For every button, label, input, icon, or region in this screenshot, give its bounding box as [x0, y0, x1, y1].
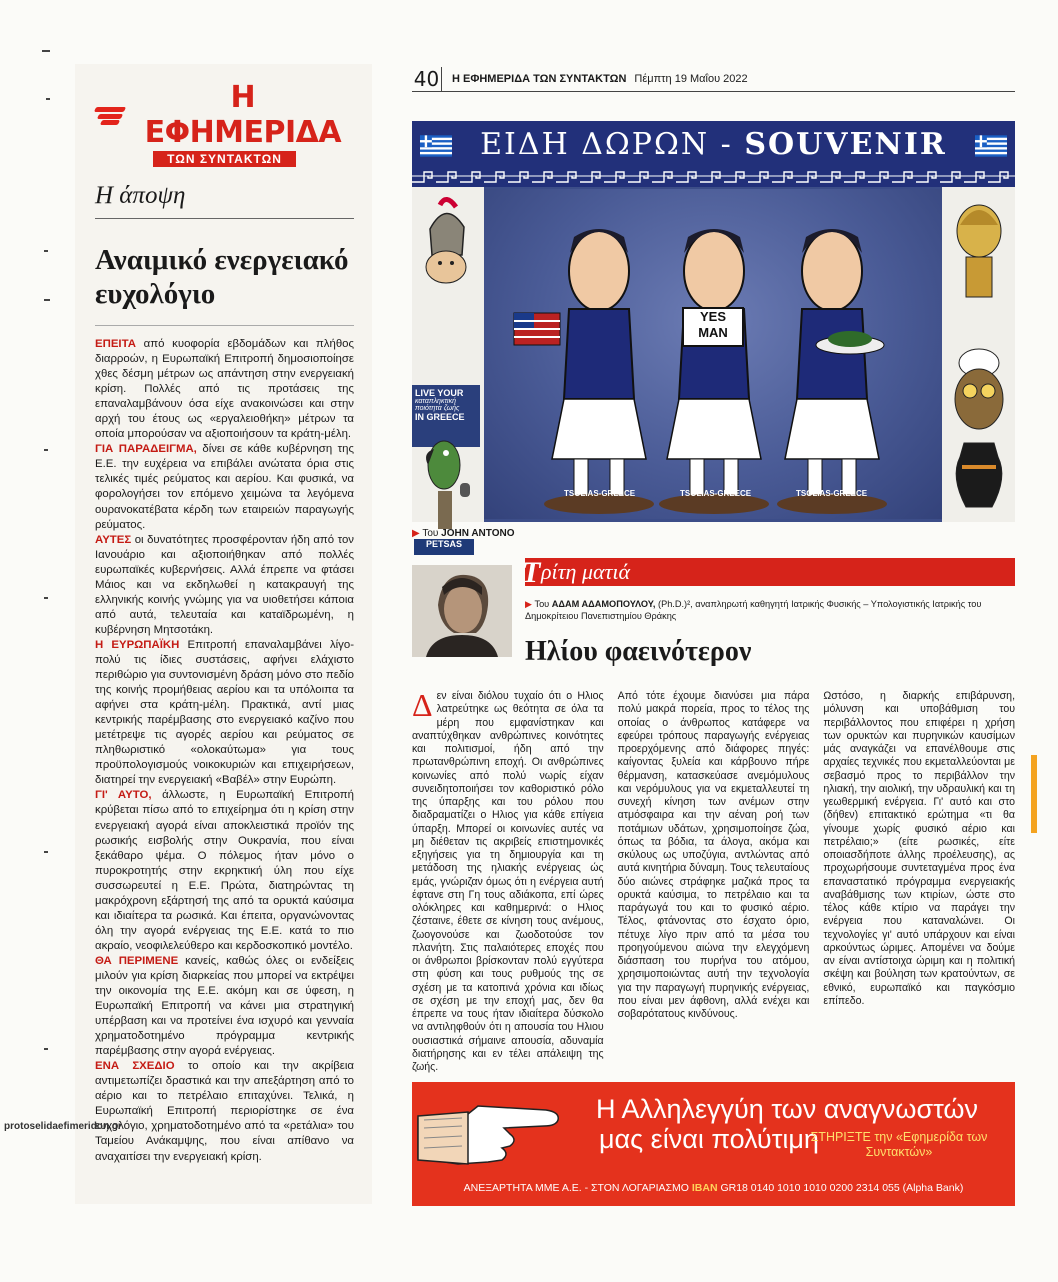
paragraph-text: κανείς, καθώς όλες οι ενδείξεις μιλούν για κρίση διαρκείας που μπορεί να εκτρέψει την οικονομία της Ε.Ε. ακόμη και σε ύφεση, η Ευρωπαϊκή Επιτροπή να κάνει μια στρατηγική υπέρβαση και να προτείνει ένα ισχυρό και γενναία χρηματοδοτημένο πρόγραμμα κεντρικής παρέμβασης στην αγορά ενέργειας.: [95, 954, 354, 1058]
arrow-icon: ▶: [525, 599, 533, 609]
scan-speck: [44, 449, 48, 451]
live-sign-line: καταπληκτική: [415, 398, 456, 405]
figure-label: TSOLIAS-GREECE: [564, 489, 636, 498]
editorial-paragraph: [95, 954, 354, 1059]
paragraph-lead: ΕΠΕΙΤΑ: [95, 338, 136, 350]
scan-speck: [44, 597, 48, 599]
live-sign-line: ποιότητα ζωής: [415, 405, 460, 412]
author-line: [525, 598, 1015, 622]
yes-man-line: YES: [699, 309, 726, 324]
banner-text-greek: ΕΙΔΗ ΔΩΡΩΝ -: [480, 127, 745, 162]
author-name: ΑΔΑΜ ΑΔΑΜΟΠΟΥΛΟΥ,: [551, 599, 656, 609]
article-column: [823, 690, 1015, 1060]
figure-with-plate: [777, 229, 887, 514]
section-label: Η άποψη: [95, 182, 354, 219]
owl-souvenir-icon: [948, 337, 1010, 437]
bank-name: (Alpha Bank): [899, 1182, 964, 1194]
cartoon-right-margin: [942, 187, 1015, 522]
watermark: protoselidaefimeridon.gr: [4, 1121, 122, 1132]
article-column: [618, 690, 810, 1060]
petsas-sign: PETSAS: [414, 539, 474, 555]
paragraph-lead: Η ΕΥΡΩΠΑΪΚΗ: [95, 638, 180, 651]
cartoon-banner: [412, 121, 1015, 187]
editorial-paragraph: [95, 533, 354, 638]
paragraph-lead: ΓΙΑ ΠΑΡΑΔΕΙΓΜΑ,: [95, 443, 197, 456]
iban-number: GR18 0140 1010 1010 0200 2314 055: [717, 1182, 900, 1194]
scan-speck: [44, 1048, 48, 1050]
banner-text-souvenir: SOUVENIR: [744, 127, 947, 162]
solidarity-ad-banner: [412, 1082, 1015, 1206]
masthead-speed-mark-icon: [95, 105, 128, 125]
scan-speck: [44, 299, 50, 301]
column-tag: [522, 556, 1015, 589]
masthead: [95, 80, 354, 168]
author-prefix: Του: [534, 599, 550, 609]
cartoon-credit-prefix: Του: [422, 528, 439, 539]
iban-label: IBAN: [691, 1182, 718, 1194]
ad-support-text: ΣΤΗΡΙΞΤΕ την «Εφημερίδα των Συντακτών»: [810, 1130, 988, 1159]
paragraph-text: από κυοφορία εβδομάδων και πλήθος διαρροών, η Ευρωπαϊκή Επιτροπή δημοσιοποίησε χθες δέσμη μέτρων ως απάντηση στην ενεργειακή κρίση. Πολλές από τις προτάσεις της επαναλαμβάνουν όσα είχε ανακοινώσει και στην αρχή του έτους ως «εργαλειοθήκη» μέτρων τα οποία μπορούσαν να αξιοποιήσουν τα κράτη-μέλη.: [95, 338, 354, 441]
amphora-souvenir-icon: [948, 437, 1010, 517]
paragraph-text: δίνει σε κάθε κυβέρνηση της Ε.Ε. την ευχέρεια να επιβάλει ανώτατα όρια στις τελικές τιμές ρεύματος και αερίου. Και φυσικά, να φορολογήσει τον επόμενο χειμώνα τα λεγόμενα ουρανοκατέβατα κέρδη των εταιρειών παραγωγής ρεύματος.: [95, 443, 354, 531]
author-photo: [412, 565, 512, 657]
cartoon-figures-illustration: [484, 189, 942, 519]
figure-with-us-flag: [514, 229, 654, 514]
editorial-paragraph: [95, 788, 354, 954]
cartoon-banner-title: [412, 127, 1015, 162]
scan-speck: [44, 250, 48, 252]
page-header: [412, 66, 1015, 92]
column-tag-initial: Τ: [522, 556, 541, 589]
column-tag-name: ρίτη ματιά: [541, 559, 631, 584]
ad-footer: [412, 1182, 1015, 1194]
masthead-title: Η ΕΦΗΜΕΡΙΔΑ: [144, 80, 342, 150]
yes-man-line: MAN: [698, 325, 728, 340]
cartoon-credit-name: JOHN ANTONO: [441, 528, 515, 539]
header-paper-name: Η ΕΦΗΜΕΡΙΔΑ ΤΩΝ ΣΥΝΤΑΚΤΩΝ: [452, 72, 627, 85]
paragraph-text: άλλωστε, η Ευρωπαϊκή Επιτροπή κρύβεται πίσω από το επιχείρημα ότι η κρίση στην ενεργειακή αγορά είναι αποκλειστικά προϊόν της ρωσικής εισβολής στην Ουκρανία, που είναι ξεκάθαρο ψέμα. Ο πόλεμος ήταν μόνο ο πυροκροτητής στην εκρηκτική ύλη που είχε συσσωρευτεί η Ε.Ε. Πρώτα, διατηρώντας τη μακρόχρονη εξάρτησή της από τα ορυκτά καύσιμα και ιδιαίτερα τα ρωσικά. Και έπειτα, οργανώνοντας όλη την αγορά ενέργειας της Ε.Ε. κατά το πιο ακραίο, νεοφιλελεύθερο και κερδοσκοπικό μοντέλο.: [95, 789, 354, 952]
header-date: Πέμπτη 19 Μαΐου 2022: [634, 72, 748, 85]
page-number: 40: [412, 67, 442, 91]
cartoon-scene: [484, 189, 942, 519]
scan-speck: [46, 98, 50, 100]
article-body: [412, 687, 1016, 1073]
editorial-title: Αναιμικό ενεργειακό ευχολόγιο: [95, 243, 354, 326]
paragraph-lead: ΕΝΑ ΣΧΕΔΙΟ: [95, 1060, 175, 1073]
paragraph-text: το οποίο και την ακρίβεια αντιμετωπίζει δραστικά και την απεξάρτηση από το αέριο και το πετρέλαιο επιταχύνει. Τελικά, η Ευρωπαϊκή Επιτροπή περιορίστηκε σε ένα ευχολόγιο, χρηματοδοτημένο από τα «ρετάλια» του Ταμείου Ανάκαμψης, που είναι απίθανο να αναχαιτίσει την ενεργειακή κρίση.: [95, 1060, 354, 1163]
ad-headline-line-2: μας είναι πολύτιμη: [599, 1124, 819, 1154]
article-column-text: Ωστόσο, η διαρκής επιβάρυνση, μόλυνση και υποβάθμιση του περιβάλλοντος που επιφέρει η χρήση των ορυκτών και πυρηνικών καυσίμων μάς αναγκάζει να επανέλθουμε στις αρχαίες τεχνικές που εκμεταλλεύονται με σεβασμό προς το περιβάλλον την ηλιακή, την αιολική, την υδραυλική και τη γεωθερμική ενέργεια. Γι' αυτό και στο (δήθεν) επιτακτικό ερώτημα «τι θα γίνουμε χωρίς φυσικό αέριο και πετρέλαιο;» (είτε ρωσικές, είτε οποιασδήποτε άλλης προέλευσης), ας προχωρήσουμε συντεταγμένα προς ένα επαναστατικό πρόγραμμα ενεργειακής αναβάθμισης των κτιρίων, ώστε στο τέλος κάθε κτίριο να παράγει την ενέργεια που καταναλώνει. Οι τεχνολογίες γι' αυτό υπάρχουν και είναι αρκούντως ώριμες. Απομένει να δούμε αν είναι αντίστοιχα ώριμη και η πολιτική σκέψη και βούληση των κρατούντων, σε εθνικό, ευρωπαϊκό και παγκόσμιο επίπεδο.: [823, 690, 1016, 1007]
article-column: [412, 687, 604, 1073]
figure-yes-man: [659, 229, 769, 514]
masthead-subtitle: ΤΩΝ ΣΥΝΤΑΚΤΩΝ: [153, 151, 296, 167]
article-column-text: Από τότε έχουμε διανύσει μια πάρα πολύ μακρά πορεία, προς το τέλος της οποίας ο άνθρωπος κατάφερε να εφεύρει τρόπους παραγωγής ενέργειας προερχόμενης από διάφορες πηγές: καίγοντας ξυλεία και κάρβουνο πήρε θέρμανση, κατασκεύασε ανεμόμυλους και νερόμυλους για να εκμεταλλευτεί τη συνεχή κίνηση των ανέμων στην ατμόσφαιρα και την αέναη ροή των ποτάμιων υδάτων, χρησιμοποίησε ζώα, όπως τα βόδια, τα άλογα, ακόμα και σκύλους ως υποζύγια, αντλώντας από αυτά κινητήρια δύναμη. Τους τελευταίους δύο αιώνες στράφηκε μαζικά προς τα ορυκτά καύσιμα, το πετρέλαιο και τα παράγωγά του και το φυσικό αέριο. Τέλος, φτάνοντας στο έσχατο όριο, πέτυχε λίγο πριν από τα μέσα του προηγούμενου αιώνα την ελεγχόμενη διάσπαση του πυρήνα του ατόμου, χρησιμοποιώντας αυτή την τεχνολογία για την παραγωγή πυρηνικής ενέργειας, που είναι μεν άφθονη, αλλά ενέχει και σοβαρότατους κινδύνους.: [617, 690, 810, 1020]
editorial-paragraph: [95, 638, 354, 788]
ad-footer-prefix: ΑΝΕΞΑΡΤΗΤΑ ΜΜΕ Α.Ε. - ΣΤΟΝ ΛΟΓΑΡΙΑΣΜΟ: [463, 1182, 692, 1194]
figure-label: TSOLIAS-GREECE: [680, 489, 752, 498]
paragraph-lead: ΘΑ ΠΕΡΙΜΕΝΕ: [95, 954, 179, 967]
paragraph-text: Επιτροπή επαναλαμβάνει λίγο-πολύ τις ίδιες συστάσεις, αφήνει ελάχιστο περιθώριο για συντονισμένη δράση μόνο στο πεδίο της κοινής προμήθειας αερίου και τα υπόλοιπα τα αφήνει στα κράτη-μέλη. Πρακτικά, αντί μιας κεντρικής παρέμβασης στο ενεργειακό καζίνο που μετέτρεψε τις αγορές αερίου και ρεύματος σε πληθωριστικό «ολοκαύτωμα» για τους προϋπολογισμούς νοικοκυριών και επιχειρήσεων, διατηρεί την ενεργειακή «Βαβέλ» στην Ευρώπη.: [95, 638, 354, 787]
yes-man-sign: [682, 307, 744, 347]
cartoon-credit: [412, 528, 514, 539]
ad-headline-line-1: Η Αλληλεγγύη των αναγνωστών: [595, 1094, 979, 1124]
editorial-body: [95, 337, 354, 1165]
pointing-hand-icon: [418, 1098, 563, 1168]
scan-speck: [44, 851, 48, 853]
meander-border: [412, 167, 1015, 185]
article-column-text: εν είναι διόλου τυχαίο ότι ο Ηλιος λατρεύτηκε ως θεότητα σε όλα τα μέρη που εμφανίστηκαν και αναπτύχθηκαν ανθρώπινες κοινότητες και πολιτισμοί, ήδη από την πρωτανθρώπινη εποχή. Οι ανθρώπινες κοινωνίες από πολύ νωρίς είχαν συνειδητοποιήσει τον καθοριστικό ρόλο της ύπαρξης και του ρόλου που διαδραματίζει ο Ηλιος για κάθε επίγεια ύπαρξη. Μπορεί οι κοινωνίες αυτές να μη διέθεταν τις ακριβείς επιστημονικές εξηγήσεις για τη δημιουργία και τη μετάδοση της ηλιακής ενέργειας ώς εμάς, γνώριζαν όμως ότι η ενέργεια αυτή έφτανε στη Γη τους αδιάκοπα, επί ώρες ολόκληρες και καθημερινά: ο Ηλιος ζέσταινε, έθετε σε κίνηση τους ανέμους, ζωογονούσε και ζωοδοτούσε τον πλανήτη. Στις παλαιότερες εποχές που οι άνθρωποι βρίσκονταν πολύ εγγύτερα στη φύση και τους ρυθμούς της σε σχέση με τα κατοπινά χρόνια και ιδίως σε σχέση με την εποχή μας, δεν θα έπρεπε να τους ήταν ιδιαίτερα δύσκολο να αντιληφθούν ότι η απουσία του Ηλιου ουσιαστικά σήμαινε απουσία, αδυναμία διατήρησης και εν τέλει απάλειψη της ζωής.: [412, 690, 604, 1073]
live-sign-line: IN GREECE: [415, 412, 465, 422]
spartan-helmet-souvenir-icon: [416, 199, 476, 291]
page-edge-marker: [1031, 755, 1037, 833]
article-title: Ηλίου φαεινότερον: [525, 636, 752, 667]
paragraph-lead: ΑΥΤΕΣ: [95, 533, 132, 546]
figure-label: TSOLIAS-GREECE: [796, 489, 868, 498]
masthead-logo: [95, 80, 354, 150]
parrot-microphone-souvenir-icon: [416, 425, 476, 535]
statue-souvenir-icon: [948, 195, 1010, 305]
paragraph-text: οι δυνατότητες προσφέρονταν ήδη από τον Ιανουάριο και αξιοποιήθηκαν από πολλές ευρωπαϊκές κυβερνήσεις. Αλλά έπρεπε να φτάσει Μάιος και να εκδηλωθεί η κατακραυγή της ελληνικής κοινής γνώμης για να υιοθετήσει κάποια από αυτά, τελευταία και καταϊδρωμένη, η κυβέρνηση Μητσοτάκη.: [95, 533, 354, 636]
author-description: (Ph.D.)², αναπληρωτή καθηγητή Ιατρικής Φυσικής – Υπολογιστικής Ιατρικής του Δημοκρίτειου Πανεπιστημίου Θράκης: [525, 599, 982, 621]
editorial-column: [75, 64, 372, 1204]
arrow-icon: ▶: [412, 528, 420, 539]
live-sign-line: LIVE YOUR: [415, 388, 464, 398]
scan-speck: [42, 50, 50, 52]
greek-flag-icon: [975, 135, 1007, 157]
editorial-paragraph: [95, 337, 354, 442]
editorial-paragraph: [95, 1059, 354, 1164]
paragraph-lead: ΓΙ' ΑΥΤΟ,: [95, 789, 152, 802]
editorial-paragraph: [95, 442, 354, 532]
drop-cap: Δ: [412, 687, 433, 723]
